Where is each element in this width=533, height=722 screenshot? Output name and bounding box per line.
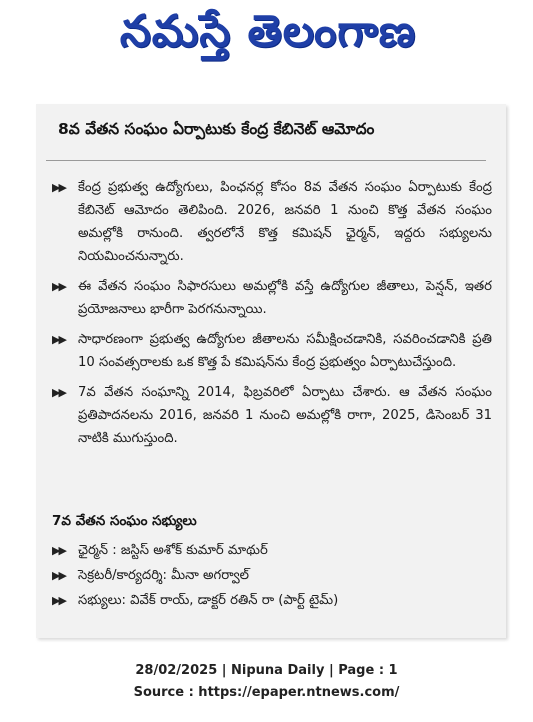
- footer-date-line: 28/02/2025 | Nipuna Daily | Page : 1: [135, 663, 398, 678]
- members-heading: 7వ వేతన సంఘం సభ్యులు: [52, 513, 197, 529]
- newspaper-masthead: [58, 6, 478, 68]
- double-arrow-icon: ▶▶: [52, 386, 65, 399]
- headline-divider: [46, 160, 486, 161]
- footer-source-line: Source : https://epaper.ntnews.com/: [133, 685, 400, 700]
- article-headline: 8వ వేతన సంఘం ఏర్పాటుకు కేంద్ర కేబినెట్ ఆమోదం: [58, 120, 375, 138]
- list-item: [52, 589, 492, 614]
- masthead-title: నమస్తే తెలంగాణ: [119, 6, 417, 57]
- member-text: ఛైర్మన్ : జస్టిస్ అశోక్ కుమార్ మాథుర్: [78, 543, 268, 558]
- bullet-text: సాధారణంగా ప్రభుత్వ ఉద్యోగుల జీతాలను సమీక్షించడానికి, సవరించడానికి ప్రతి 10 సంవత్సరాలకు ఒక కొత్త పే కమిషన్‌ను కేంద్ర ప్రభుత్వం ఏర్పాటుచేస్తుంది.: [78, 332, 492, 370]
- bullet-text: కేంద్ర ప్రభుత్వ ఉద్యోగులు, పింఛనర్ల కోసం 8వ వేతన సంఘం ఏర్పాటుకు కేంద్ర కేబినెట్ ఆమోదం తెలిపింది. 2026, జనవరి 1 నుంచి కొత్త వేతన సంఘం అమల్లోకి రానుంది. త్వరలోనే కొత్త కమిషన్ ఛైర్మన్, ఇద్దరు సభ్యులను నియమించనున్నారు.: [78, 180, 492, 264]
- bullet-text: 7వ వేతన సంఘాన్ని 2014, ఫిబ్రవరిలో ఏర్పాటు చేశారు. ఆ వేతన సంఘం ప్రతిపాదనలను 2016, జనవరి 1 నుంచి అమల్లోకి రాగా, 2025, డిసెంబర్ 31 నాటికి ముగుస్తుంది.: [78, 385, 492, 446]
- bullet-text: ఈ వేతన సంఘం సిఫారసులు అమల్లోకి వస్తే ఉద్యోగుల జీతాలు, పెన్షన్, ఇతర ప్రయోజనాలు భారీగా పెరగనున్నాయి.: [78, 279, 492, 317]
- double-arrow-icon: ▶▶: [52, 594, 65, 607]
- double-arrow-icon: ▶▶: [52, 569, 65, 582]
- article-bullets: [52, 176, 492, 457]
- list-item: [52, 564, 492, 589]
- list-item: [52, 381, 492, 450]
- list-item: [52, 539, 492, 564]
- double-arrow-icon: ▶▶: [52, 280, 65, 293]
- member-text: సెక్రటరీ/కార్యదర్శి: మీనా అగర్వాల్: [78, 568, 249, 583]
- list-item: [52, 176, 492, 268]
- double-arrow-icon: ▶▶: [52, 333, 65, 346]
- list-item: [52, 328, 492, 374]
- double-arrow-icon: ▶▶: [52, 181, 65, 194]
- list-item: [52, 275, 492, 321]
- member-text: సభ్యులు: వివేక్ రాయ్, డాక్టర్ రతిన్ రా (పార్ట్ టైమ్): [78, 593, 339, 608]
- double-arrow-icon: ▶▶: [52, 544, 65, 557]
- members-list: [52, 539, 492, 614]
